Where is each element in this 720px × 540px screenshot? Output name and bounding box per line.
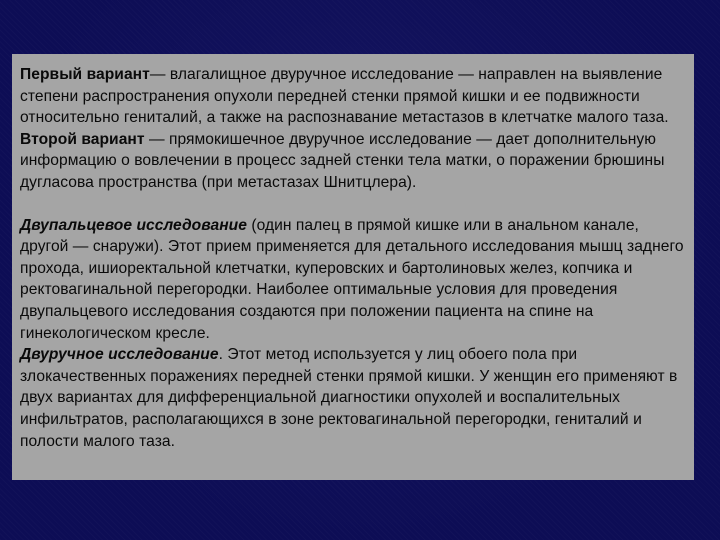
paragraph-two-finger-exam	[20, 215, 686, 345]
term-bimanual-exam: Двуручное исследование	[20, 346, 219, 364]
term-second-variant: Второй вариант	[20, 130, 145, 148]
two-finger-exam-text: (один палец в прямой кишке или в анальном канале, другой — снаружи). Этот прием применяется для детального исследования мышц заднего прохода, ишиоректальной клетчатки, куперовских и бартолиновых желез, копчика и ректовагинальной перегородки. Наиболее оптимальные условия для проведения двупальцевого исследования создаются при положении пациента на спине на гинекологическом кресле.	[20, 216, 684, 342]
paragraph-variants	[20, 64, 686, 194]
text-content-box	[12, 54, 694, 480]
second-variant-text: — прямокишечное двуручное исследование — дает дополнительную информацию о вовлечении в процесс задней стенки тела матки, о поражении брюшины дугласова пространства (при метастазах Шнитцлера).	[20, 130, 665, 191]
bimanual-exam-text: . Этот метод используется у лиц обоего пола при злокачественных поражениях передней стенки прямой кишки. У женщин его применяют в двух вариантах для дифференциальной диагностики опухолей и воспалительных инфильтратов, располагающихся в зоне ректовагинальной перегородки, гениталий и полости малого таза.	[20, 346, 678, 450]
term-first-variant: Первый вариант	[20, 66, 150, 83]
paragraph-bimanual-exam	[20, 344, 686, 452]
first-variant-text: — влагалищное двуручное исследование — направлен на выявление степени распространения опухоли передней стенки прямой кишки и ее подвижности относительно гениталий, а также на распознавание метастазов в клетчатке малого таза.	[20, 66, 669, 127]
term-two-finger-exam: Двупальцевое исследование	[20, 216, 247, 234]
